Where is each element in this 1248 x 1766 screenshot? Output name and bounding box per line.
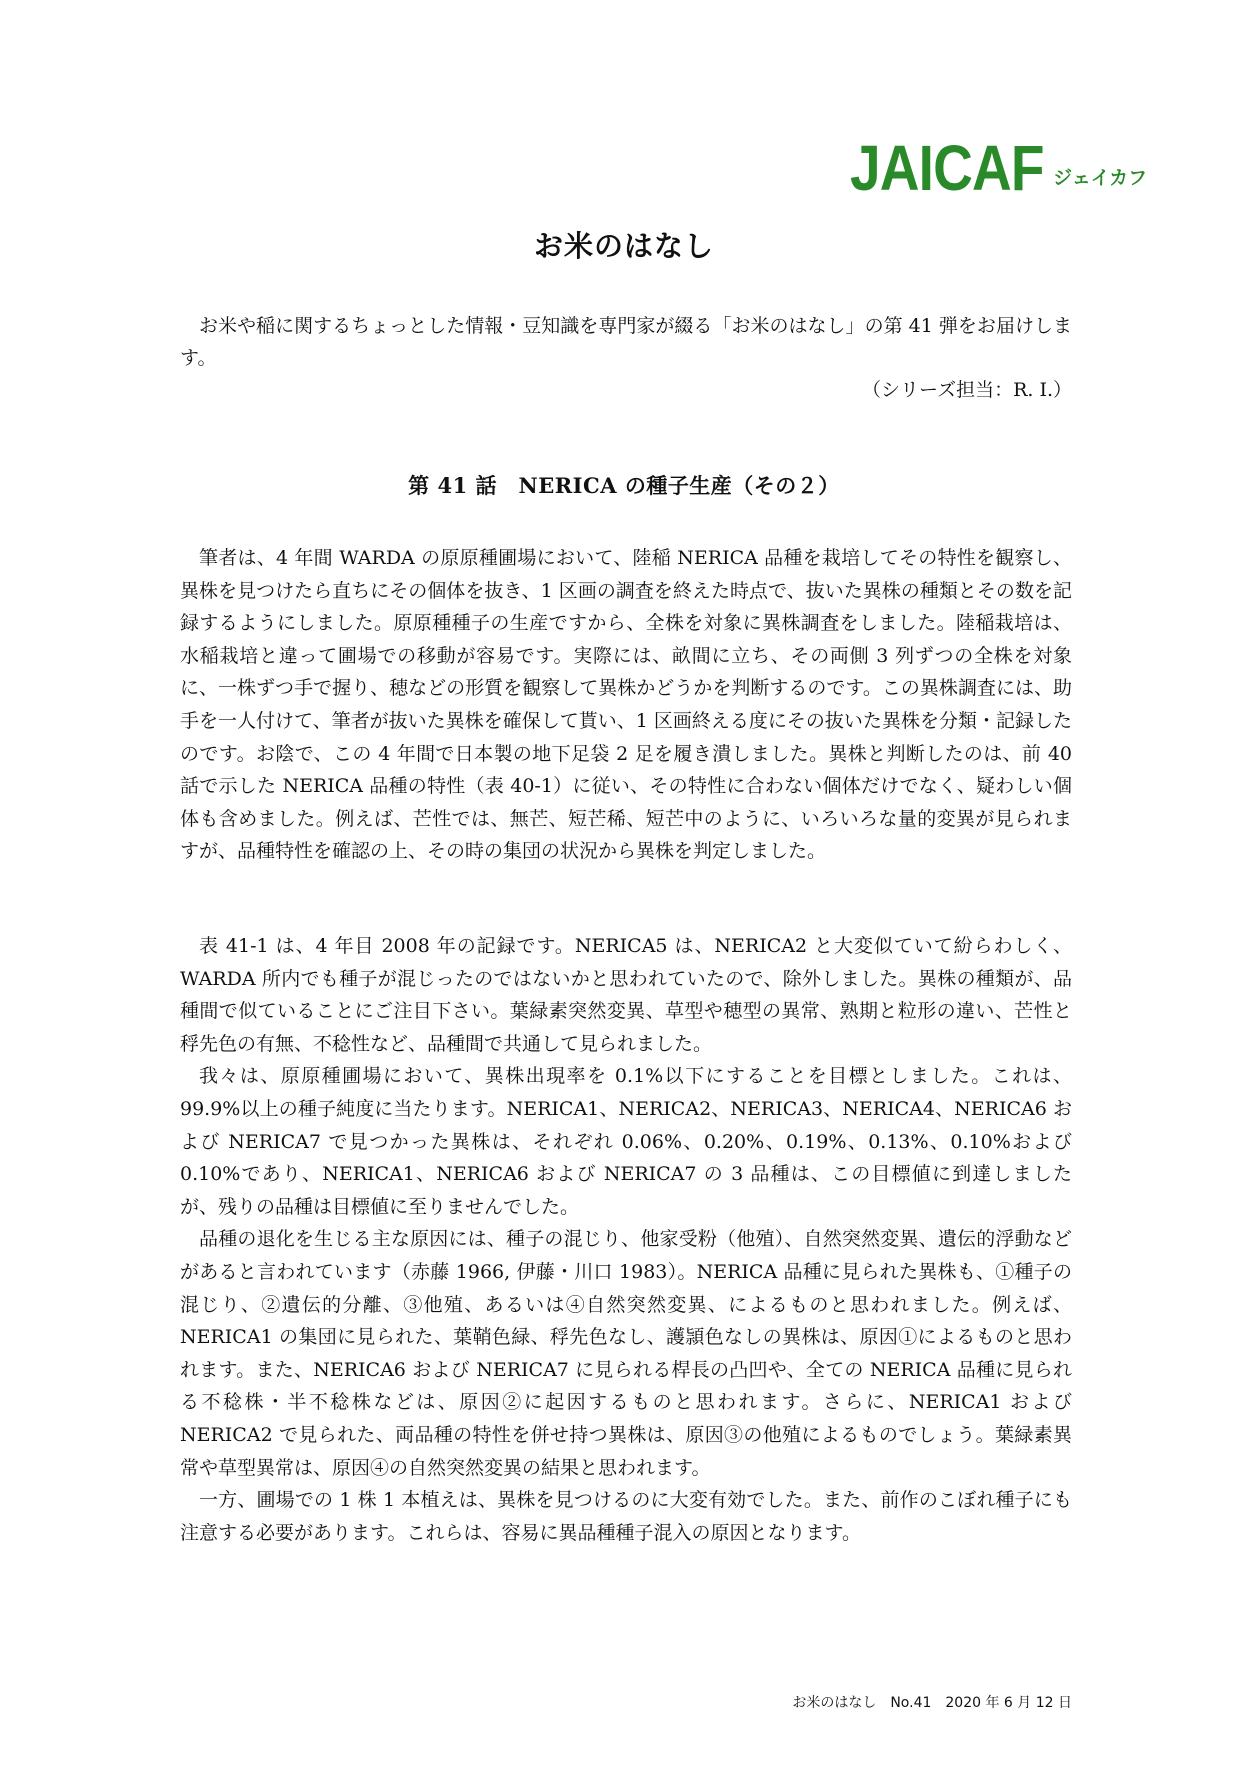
section-2: [180, 930, 1072, 1549]
logo-main-text: JAICAF: [850, 132, 1044, 204]
logo-sub-text: ジェイカフ: [1053, 167, 1148, 189]
story-title: 第 41 話 NERICA の種子生産（その２）: [408, 473, 840, 498]
series-credit: （シリーズ担当：R. I.）: [862, 379, 1072, 401]
page-footer: お米のはなし No.41 2020 年 6 月 12 日: [792, 1695, 1072, 1711]
paragraph: 表 41-1 は、4 年目 2008 年の記録です。NERICA5 は、NERICA2 と大変似ていて紛らわしく、WARDA 所内でも種子が混じったのではないかと思われていたので、除外しました。異株の種類が、品種間で似ていることにご注目下さい。葉緑素突然変異、草型や穂型の異常、熟期と粒形の違い、芒性と稃先色の有無、不稔性など、品種間で共通して見られました。: [180, 935, 1072, 1055]
paragraph: 品種の退化を生じる主な原因には、種子の混じり、他家受粉（他殖）、自然突然変異、遺伝的浮動などがあると言われています（赤藤 1966, 伊藤・川口 1983）。NERICA 品種に見られた異株も、①種子の混じり、②遺伝的分離、③他殖、あるいは④自然突然変異、によるものと思われました。例えば、NERICA1 の集団に見られた、葉鞘色緑、稃先色なし、護頴色なしの異株は、原因①によるものと思われます。また、NERICA6 および NERICA7 に見られる桿長の凸凹や、全ての NERICA 品種に見られる不稔株・半不稔株などは、原因②に起因するものと思われます。さらに、NERICA1 および NERICA2 で見られた、両品種の特性を併せ持つ異株は、原因③の他殖によるものでしょう。葉緑素異常や草型異常は、原因④の自然突然変異の結果と思われます。: [180, 1228, 1072, 1479]
section-1: [180, 542, 1072, 868]
intro-text: お米や稲に関するちょっとした情報・豆知識を専門家が綴る「お米のはなし」の第 41 弾をお届けします。: [180, 315, 1072, 369]
intro-paragraph: [180, 310, 1072, 374]
paragraph: 我々は、原原種圃場において、異株出現率を 0.1%以下にすることを目標としました。これは、99.9%以上の種子純度に当たります。NERICA1、NERICA2、NERICA3、NERICA4、NERICA6 および NERICA7 で見つかった異株は、それぞれ 0.06%、0.20%、0.19%、0.13%、0.10%および 0.10%であり、NERICA1、NERICA6 および NERICA7 の 3 品種は、この目標値に到達しましたが、残りの品種は目標値に至りませんでした。: [180, 1065, 1072, 1218]
jaicaf-logo: [850, 128, 1148, 204]
paragraph: 筆者は、4 年間 WARDA の原原種圃場において、陸稲 NERICA 品種を栽培してその特性を観察し、異株を見つけたら直ちにその個体を抜き、1 区画の調査を終えた時点で、抜いた異株の種類とその数を記録するようにしました。原原種種子の生産ですから、全株を対象に異株調査をしました。陸稲栽培は、水稲栽培と違って圃場での移動が容易です。実際には、畝間に立ち、その両側 3 列ずつの全株を対象に、一株ずつ手で握り、穂などの形質を観察して異株かどうかを判断するのです。この異株調査には、助手を一人付けて、筆者が抜いた異株を確保して貰い、1 区画終える度にその抜いた異株を分類・記録したのです。お陰で、この 4 年間で日本製の地下足袋 2 足を履き潰しました。異株と判断したのは、前 40 話で示した NERICA 品種の特性（表 40-1）に従い、その特性に合わない個体だけでなく、疑わしい個体も含めました。例えば、芒性では、無芒、短芒稀、短芒中のように、いろいろな量的変異が見られますが、品種特性を確認の上、その時の集団の状況から異株を判定しました。: [180, 547, 1072, 863]
paragraph: 一方、圃場での 1 株 1 本植えは、異株を見つけるのに大変有効でした。また、前作のこぼれ種子にも注意する必要があります。これらは、容易に異品種種子混入の原因となります。: [180, 1489, 1072, 1544]
document-title: お米のはなし: [533, 229, 714, 263]
